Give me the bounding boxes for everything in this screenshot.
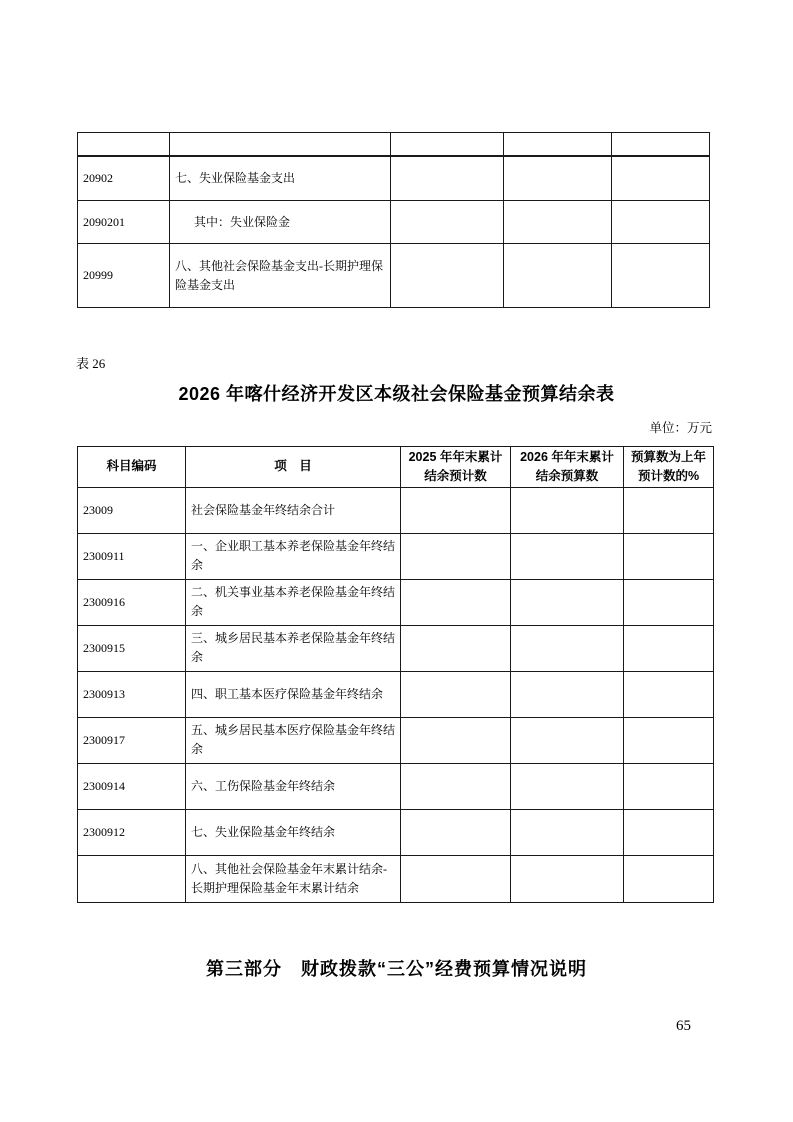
table-row — [78, 533, 714, 579]
value-cell — [504, 244, 612, 308]
table-row — [78, 855, 714, 902]
item-cell: 六、工伤保险基金年终结余 — [186, 763, 401, 809]
table-row — [78, 763, 714, 809]
value-cell — [511, 533, 624, 579]
unit-label: 单位：万元 — [649, 421, 712, 435]
value-cell — [624, 717, 714, 763]
table-row — [78, 156, 710, 201]
table-title: 2026 年喀什经济开发区本级社会保险基金预算结余表 — [178, 384, 615, 404]
code-cell: 2090201 — [78, 201, 170, 244]
value-cell — [511, 625, 624, 671]
item-cell: 八、其他社会保险基金支出-长期护理保险基金支出 — [170, 244, 391, 308]
value-cell — [511, 763, 624, 809]
value-cell — [504, 201, 612, 244]
value-cell — [511, 717, 624, 763]
value-cell — [391, 201, 504, 244]
value-cell — [511, 487, 624, 533]
value-cell — [401, 625, 511, 671]
code-cell: 2300911 — [78, 533, 186, 579]
code-cell: 2300913 — [78, 671, 186, 717]
item-cell: 七、失业保险基金支出 — [170, 156, 391, 201]
item-cell: 二、机关事业基本养老保险基金年终结余 — [186, 579, 401, 625]
code-cell: 20902 — [78, 156, 170, 201]
value-cell — [624, 625, 714, 671]
table-row — [78, 133, 710, 156]
table-row — [78, 809, 714, 855]
column-header-item: 项 目 — [186, 447, 401, 488]
value-cell — [624, 487, 714, 533]
item-cell: 五、城乡居民基本医疗保险基金年终结余 — [186, 717, 401, 763]
value-cell — [401, 809, 511, 855]
column-header-2026: 2026 年年末累计结余预算数 — [511, 447, 624, 488]
table-row — [78, 487, 714, 533]
code-cell: 20999 — [78, 244, 170, 308]
table-row — [78, 717, 714, 763]
value-cell — [511, 855, 624, 902]
value-cell — [624, 809, 714, 855]
value-cell — [391, 244, 504, 308]
item-cell: 一、企业职工基本养老保险基金年终结余 — [186, 533, 401, 579]
item-cell: 三、城乡居民基本养老保险基金年终结余 — [186, 625, 401, 671]
value-cell — [401, 763, 511, 809]
code-cell: 2300915 — [78, 625, 186, 671]
table-row — [78, 201, 710, 244]
value-cell — [401, 487, 511, 533]
code-cell: 2300916 — [78, 579, 186, 625]
value-cell — [624, 671, 714, 717]
item-cell: 四、职工基本医疗保险基金年终结余 — [186, 671, 401, 717]
column-header-2025: 2025 年年末累计结余预计数 — [401, 447, 511, 488]
item-cell: 社会保险基金年终结余合计 — [186, 487, 401, 533]
value-cell — [624, 763, 714, 809]
value-cell — [401, 717, 511, 763]
table-label: 表 26 — [76, 356, 106, 371]
value-cell — [612, 244, 710, 308]
header-row — [78, 447, 714, 488]
code-cell — [78, 855, 186, 902]
value-cell — [401, 855, 511, 902]
code-cell: 23009 — [78, 487, 186, 533]
section-heading: 第三部分 财政拨款“三公”经费预算情况说明 — [206, 959, 587, 979]
table-row — [78, 244, 710, 308]
table-row — [78, 671, 714, 717]
column-header-percent: 预算数为上年预计数的% — [624, 447, 714, 488]
table-row — [78, 625, 714, 671]
value-cell — [511, 671, 624, 717]
value-cell — [391, 133, 504, 156]
code-cell: 2300917 — [78, 717, 186, 763]
table-row — [78, 579, 714, 625]
balance-table — [77, 446, 714, 903]
column-header-code: 科目编码 — [78, 447, 186, 488]
value-cell — [504, 156, 612, 201]
value-cell — [624, 579, 714, 625]
page-number: 65 — [676, 1018, 691, 1034]
value-cell — [401, 579, 511, 625]
value-cell — [401, 671, 511, 717]
item-cell: 七、失业保险基金年终结余 — [186, 809, 401, 855]
value-cell — [612, 201, 710, 244]
top-table — [77, 132, 710, 308]
code-cell: 2300914 — [78, 763, 186, 809]
item-cell: 八、其他社会保险基金年末累计结余-长期护理保险基金年末累计结余 — [186, 855, 401, 902]
value-cell — [624, 855, 714, 902]
value-cell — [401, 533, 511, 579]
value-cell — [612, 133, 710, 156]
value-cell — [624, 533, 714, 579]
value-cell — [511, 809, 624, 855]
value-cell — [612, 156, 710, 201]
value-cell — [504, 133, 612, 156]
code-cell: 2300912 — [78, 809, 186, 855]
value-cell — [511, 579, 624, 625]
item-cell: 其中：失业保险金 — [170, 201, 391, 244]
item-cell — [170, 133, 391, 156]
code-cell — [78, 133, 170, 156]
value-cell — [391, 156, 504, 201]
